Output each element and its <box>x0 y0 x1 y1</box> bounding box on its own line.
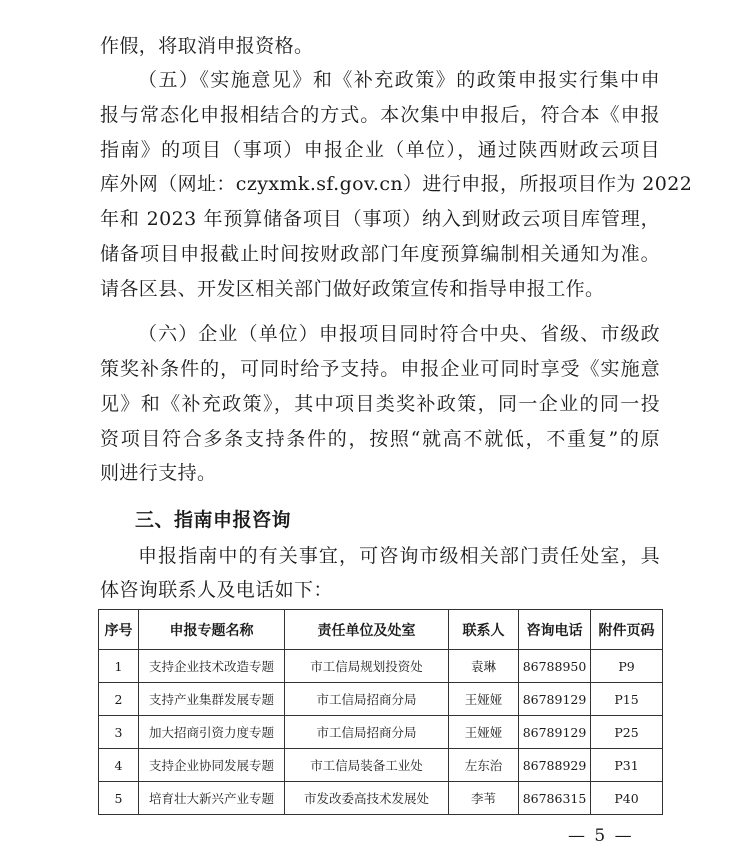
cell-phone: 86788929 <box>519 749 591 782</box>
cell-serial-number: 3 <box>99 716 139 749</box>
cell-phone: 86788950 <box>519 650 591 683</box>
paragraph-line: 请各区县、开发区相关部门做好政策宣传和指导申报工作。 <box>100 278 605 300</box>
cell-attachment-page: P31 <box>591 749 663 782</box>
cell-attachment-page: P40 <box>591 782 663 815</box>
header-phone: 咨询电话 <box>519 610 591 650</box>
cell-phone: 86786315 <box>519 782 591 815</box>
paragraph-line: 年和 2023 年预算储备项目（事项）纳入到财政云项目库管理， <box>100 208 660 230</box>
cell-responsible-unit: 市工信局招商分局 <box>285 716 449 749</box>
cell-phone: 86789129 <box>519 716 591 749</box>
table-row <box>99 716 663 749</box>
cell-serial-number: 4 <box>99 749 139 782</box>
table-header-row <box>99 610 663 650</box>
paragraph-line: 资项目符合多条支持条件的，按照“就高不就低，不重复”的原 <box>100 428 660 450</box>
paragraph-line: 策奖补条件的，可同时给予支持。申报企业可同时享受《实施意 <box>100 358 660 380</box>
cell-serial-number: 2 <box>99 683 139 716</box>
paragraph-line: 库外网（网址：czyxmk.sf.gov.cn）进行申报，所报项目作为 2022 <box>100 173 693 195</box>
header-attachment-page: 附件页码 <box>591 610 663 650</box>
header-serial-number: 序号 <box>99 610 139 650</box>
paragraph-line: 申报指南中的有关事宜，可咨询市级相关部门责任处室，具 <box>138 545 660 567</box>
paragraph-line: 储备项目申报截止时间按财政部门年度预算编制相关通知为准。 <box>100 243 660 265</box>
cell-topic-name: 支持企业技术改造专题 <box>139 650 285 683</box>
cell-topic-name: 培育壮大新兴产业专题 <box>139 782 285 815</box>
paragraph-line: （五）《实施意见》和《补充政策》的政策申报实行集中申 <box>138 69 660 91</box>
cell-responsible-unit: 市工信局规划投资处 <box>285 650 449 683</box>
consultation-contacts-table <box>98 609 663 815</box>
cell-contact-person: 袁琳 <box>449 650 519 683</box>
table-row <box>99 650 663 683</box>
paragraph-line: 指南》的项目（事项）申报企业（单位），通过陕西财政云项目 <box>100 139 660 161</box>
cell-contact-person: 王娅娅 <box>449 683 519 716</box>
table-row <box>99 683 663 716</box>
paragraph-line: （六）企业（单位）申报项目同时符合中央、省级、市级政 <box>138 323 660 345</box>
cell-topic-name: 支持产业集群发展专题 <box>139 683 285 716</box>
paragraph-line: 体咨询联系人及电话如下： <box>100 579 333 601</box>
paragraph-line: 见》和《补充政策》，其中项目类奖补政策，同一企业的同一投 <box>100 393 660 415</box>
paragraph-line: 则进行支持。 <box>100 462 217 484</box>
page-number: — 5 — <box>568 826 634 846</box>
cell-responsible-unit: 市工信局装备工业处 <box>285 749 449 782</box>
header-topic-name: 申报专题名称 <box>139 610 285 650</box>
cell-contact-person: 左东治 <box>449 749 519 782</box>
header-responsible-unit: 责任单位及处室 <box>285 610 449 650</box>
cell-serial-number: 5 <box>99 782 139 815</box>
cell-serial-number: 1 <box>99 650 139 683</box>
table-row <box>99 782 663 815</box>
cell-responsible-unit: 市工信局招商分局 <box>285 683 449 716</box>
paragraph-line: 作假，将取消申报资格。 <box>100 35 314 57</box>
cell-attachment-page: P25 <box>591 716 663 749</box>
cell-contact-person: 王娅娅 <box>449 716 519 749</box>
cell-phone: 86789129 <box>519 683 591 716</box>
cell-attachment-page: P9 <box>591 650 663 683</box>
cell-attachment-page: P15 <box>591 683 663 716</box>
table-row <box>99 749 663 782</box>
paragraph-line: 报与常态化申报相结合的方式。本次集中申报后，符合本《申报 <box>100 104 660 126</box>
cell-contact-person: 李苇 <box>449 782 519 815</box>
cell-topic-name: 加大招商引资力度专题 <box>139 716 285 749</box>
cell-topic-name: 支持企业协同发展专题 <box>139 749 285 782</box>
header-contact-person: 联系人 <box>449 610 519 650</box>
cell-responsible-unit: 市发改委高技术发展处 <box>285 782 449 815</box>
section-heading: 三、指南申报咨询 <box>135 509 292 531</box>
